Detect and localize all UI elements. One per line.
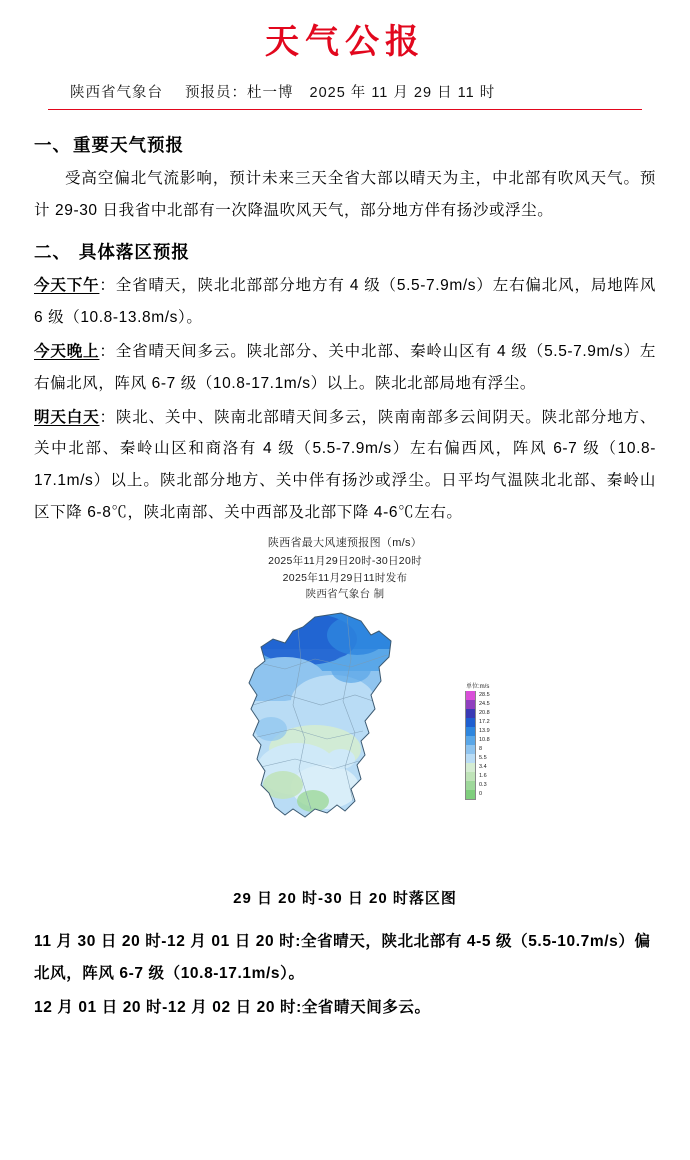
legend-label: 13.9 bbox=[479, 728, 490, 735]
legend-label: 3.4 bbox=[479, 764, 487, 771]
legend-row bbox=[465, 727, 511, 736]
legend-swatch bbox=[465, 727, 476, 736]
forecast-label-tomorrow-daytime: 明天白天 bbox=[34, 408, 100, 426]
forecast-item-tomorrow-daytime bbox=[34, 402, 656, 530]
wind-speed-forecast-figure bbox=[34, 535, 656, 908]
legend-swatch bbox=[465, 691, 476, 700]
legend-row bbox=[465, 700, 511, 709]
section-heading-1 bbox=[34, 132, 656, 157]
forecast-label-tonight: 今天晚上 bbox=[34, 342, 100, 360]
legend-label: 10.8 bbox=[479, 737, 490, 744]
legend-swatch bbox=[465, 718, 476, 727]
legend-label: 20.8 bbox=[479, 710, 490, 717]
legend-swatch bbox=[465, 700, 476, 709]
byline-container bbox=[0, 69, 690, 110]
legend-row bbox=[465, 718, 511, 727]
legend-swatch bbox=[465, 754, 476, 763]
figure-header-line-1: 陕西省最大风速预报图（m/s） bbox=[267, 537, 423, 550]
forecast-item-this-afternoon bbox=[34, 270, 656, 334]
forecast-text-tonight: ：全省晴天间多云。陕北部分、关中北部、秦岭山区有 4 级（5.5-7.9m/s）左右偏北风，阵风 6-7 级（10.8-17.1m/s）以上。陕北北部局地有浮尘。 bbox=[34, 342, 656, 392]
figure-header bbox=[34, 535, 656, 603]
legend-row bbox=[465, 772, 511, 781]
document-body bbox=[0, 110, 690, 908]
figure-header-line-4: 陕西省气象台 制 bbox=[305, 588, 385, 601]
byline-datetime: 2025 年 11 月 29 日 11 时 bbox=[309, 85, 496, 101]
map-legend bbox=[465, 681, 511, 799]
section-number-2: 二、 bbox=[34, 241, 71, 262]
legend-title: 单位:m/s bbox=[466, 684, 490, 691]
legend-row bbox=[465, 709, 511, 718]
legend-swatch bbox=[465, 745, 476, 754]
forecast-label-this-afternoon: 今天下午 bbox=[34, 276, 100, 294]
document-tail bbox=[0, 908, 690, 1050]
legend-label: 0 bbox=[479, 791, 483, 798]
legend-label: 17.2 bbox=[479, 719, 490, 726]
legend-swatch bbox=[465, 709, 476, 718]
legend-swatch bbox=[465, 763, 476, 772]
byline bbox=[48, 77, 642, 110]
section-title-2: 具体落区预报 bbox=[78, 241, 190, 262]
legend-row bbox=[465, 691, 511, 700]
legend-row bbox=[465, 754, 511, 763]
tail-paragraph-1: 11 月 30 日 20 时-12 月 01 日 20 时:全省晴天，陕北北部有 4-5 级（5.5-10.7m/s）偏北风，阵风 6-7 级（10.8-17.1m/s）。 bbox=[34, 933, 651, 983]
legend-label: 5.5 bbox=[479, 755, 487, 762]
legend-label: 0.3 bbox=[479, 782, 487, 789]
legend-row bbox=[465, 763, 511, 772]
legend-swatch bbox=[465, 736, 476, 745]
legend-label: 28.5 bbox=[479, 692, 490, 699]
figure-caption: 29 日 20 时-30 日 20 时落区图 bbox=[233, 890, 457, 908]
tail-paragraph-2: 12 月 01 日 20 时-12 月 02 日 20 时:全省晴天间多云。 bbox=[34, 999, 431, 1017]
section-heading-2 bbox=[34, 239, 656, 264]
figure-header-line-2: 2025年11月29日20时-30日20时 bbox=[268, 554, 422, 567]
byline-forecaster: 预报员：杜一博 bbox=[185, 85, 294, 101]
shaanxi-wind-map bbox=[165, 609, 525, 879]
legend-swatch bbox=[465, 772, 476, 781]
legend-label: 24.5 bbox=[479, 701, 490, 708]
legend-label: 1.6 bbox=[479, 773, 487, 780]
forecast-text-tomorrow-daytime: ：陕北、关中、陕南北部晴天间多云，陕南南部多云间阴天。陕北部分地方、关中北部、秦岭山区和商洛有 4 级（5.5-7.9m/s）左右偏西风，阵风 6-7 级（10.8-17.1m/s）以上。陕北部分地方、关中伴有扬沙或浮尘。日平均气温陕北北部、秦岭山区下降 6-8℃，陕北南部、关中西部及北部下降 4-6℃左右。 bbox=[34, 408, 657, 522]
forecast-item-tonight bbox=[34, 336, 656, 400]
section-1-paragraph: 受高空偏北气流影响，预计未来三天全省大部以晴天为主，中北部有吹风天气。预计 29-30 日我省中北部有一次降温吹风天气，部分地方伴有扬沙或浮尘。 bbox=[34, 170, 656, 219]
legend-label: 8 bbox=[479, 746, 483, 753]
section-title-1: 重要天气预报 bbox=[73, 135, 184, 155]
legend-row bbox=[465, 745, 511, 754]
figure-header-line-3: 2025年11月29日11时发布 bbox=[282, 571, 408, 584]
forecast-text-this-afternoon: ：全省晴天，陕北北部部分地方有 4 级（5.5-7.9m/s）左右偏北风，局地阵风 6 级（10.8-13.8m/s）。 bbox=[34, 276, 656, 326]
byline-office: 陕西省气象台 bbox=[70, 85, 163, 101]
page-title: 天气公报 bbox=[265, 23, 425, 61]
legend-swatch bbox=[465, 790, 476, 800]
legend-row bbox=[465, 790, 511, 799]
section-number-1: 一、 bbox=[34, 135, 71, 155]
legend-row bbox=[465, 736, 511, 745]
